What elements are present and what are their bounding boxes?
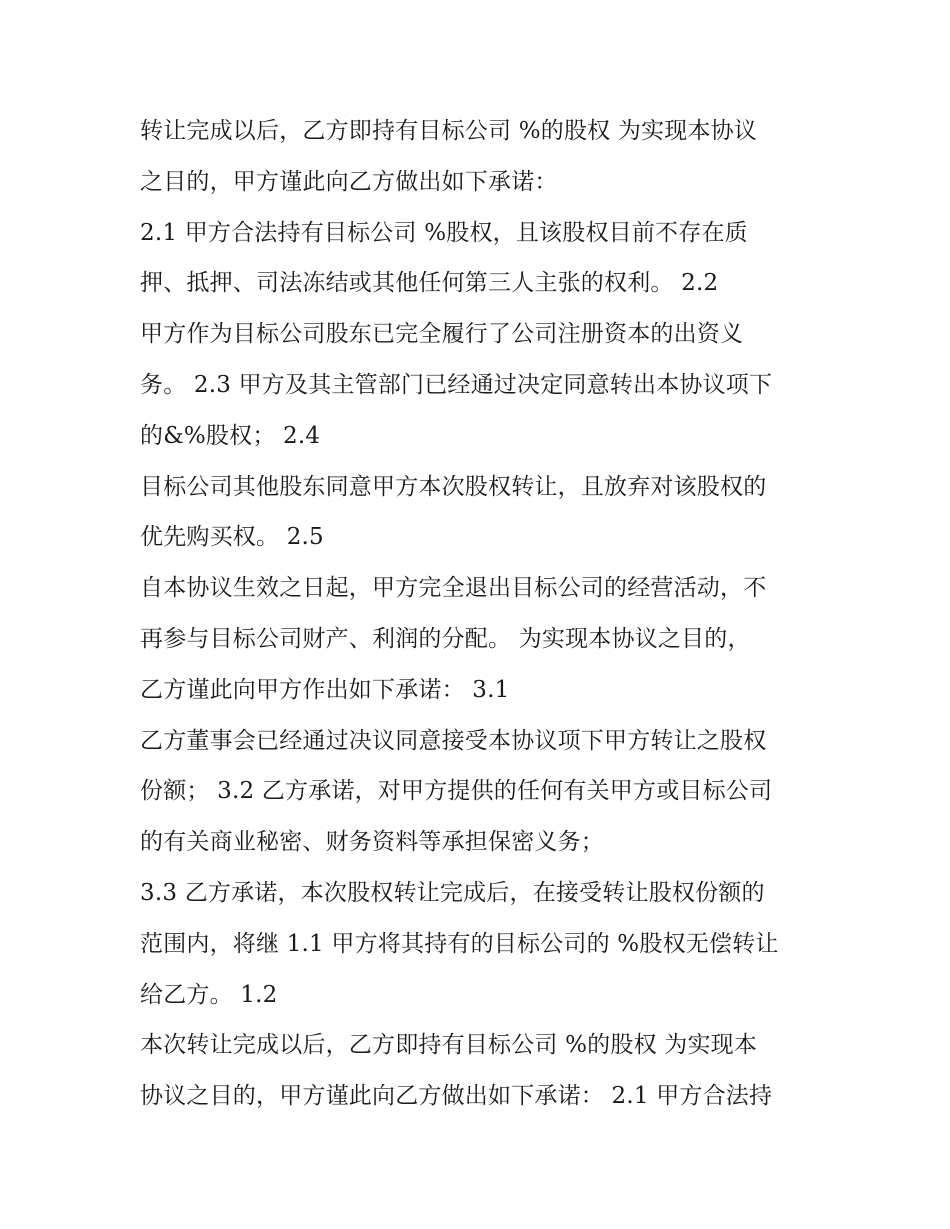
text-line: 乙方董事会已经通过决议同意接受本协议项下甲方转让之股权 (140, 727, 767, 754)
text-line: 再参与目标公司财产、利润的分配。 为实现本协议之目的， (140, 625, 751, 652)
text-line: 3.3 乙方承诺，本次股权转让完成后，在接受转让股权份额的 (140, 879, 765, 906)
text-line: 份额； 3.2 乙方承诺，对甲方提供的任何有关甲方或目标公司 (140, 778, 773, 805)
text-line: 乙方谨此向甲方作出如下承诺： 3.1 (140, 676, 510, 703)
text-line: 押、抵押、司法冻结或其他任何第三人主张的权利。 2.2 (140, 270, 719, 297)
text-line: 给乙方。 1.2 (140, 981, 278, 1008)
text-line: 本次转让完成以后，乙方即持有目标公司 %的股权 为实现本 (140, 1032, 758, 1059)
text-line: 转让完成以后，乙方即持有目标公司 %的股权 为实现本协议 (140, 118, 758, 144)
text-line: 目标公司其他股东同意甲方本次股权转让，且放弃对该股权的 (140, 473, 767, 500)
text-line: 甲方作为目标公司股东已完全履行了公司注册资本的出资义 (140, 321, 744, 348)
text-line: 优先购买权。 2.5 (140, 524, 324, 551)
text-line: 务。 2.3 甲方及其主管部门已经通过决定同意转出本协议项下 (140, 371, 773, 398)
text-line: 的&%股权； 2.4 (140, 422, 321, 449)
text-line: 自本协议生效之日起，甲方完全退出目标公司的经营活动，不 (140, 575, 767, 602)
text-line: 协议之目的，甲方谨此向乙方做出如下承诺： 2.1 甲方合法持 (140, 1083, 773, 1110)
text-line: 的有关商业秘密、财务资料等承担保密义务； (140, 829, 604, 856)
text-line: 之目的，甲方谨此向乙方做出如下承诺： (140, 168, 558, 195)
document-body (140, 106, 830, 1122)
text-line: 2.1 甲方合法持有目标公司 %股权，且该股权目前不存在质 (140, 219, 748, 246)
text-line: 范围内，将继 1.1 甲方将其持有的目标公司的 %股权无偿转让 (140, 930, 779, 957)
